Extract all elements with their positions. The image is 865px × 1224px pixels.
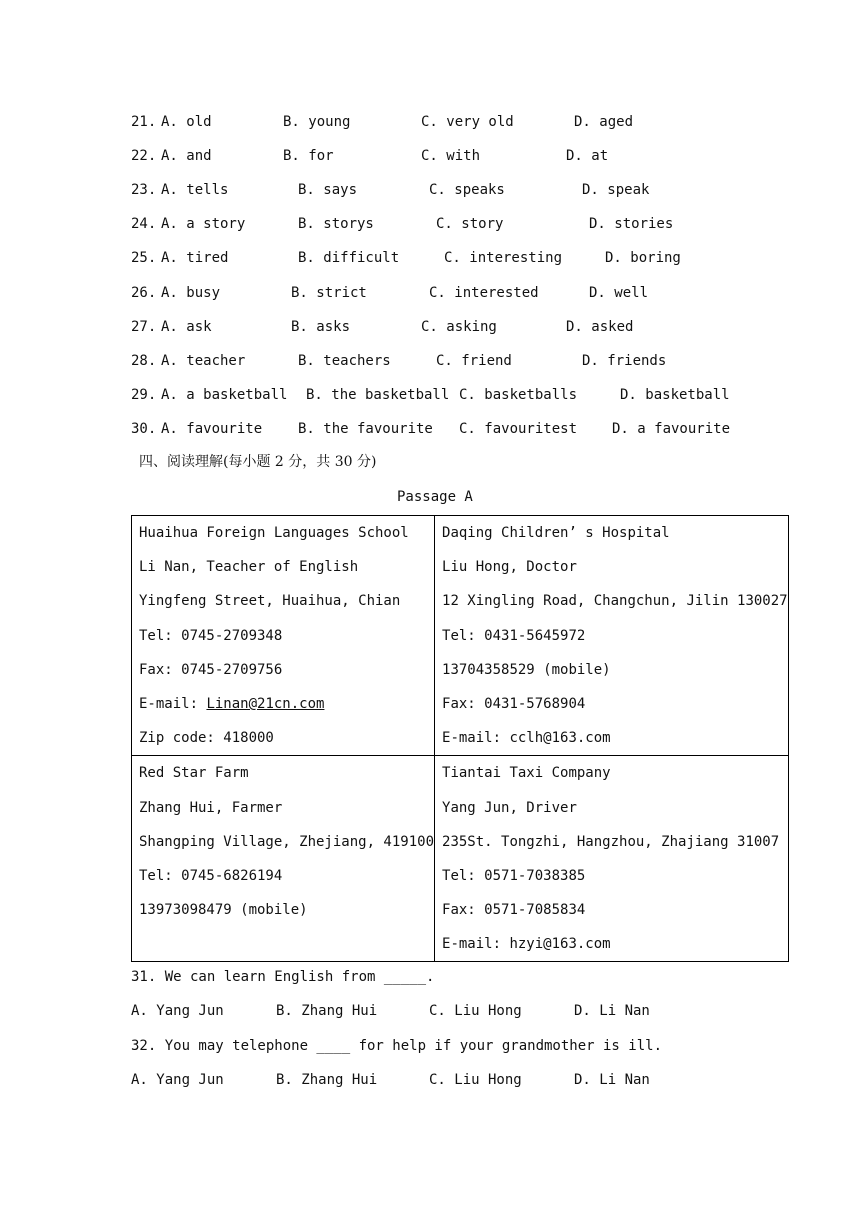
option-b: B. teachers [298,353,391,369]
option-c: C. asking [421,319,497,335]
option-c: C. friend [436,353,512,369]
card-line: Liu Hong, Doctor [442,559,577,576]
card-line: 235St. Tongzhi, Hangzhou, Zhajiang 31007 [442,833,780,850]
email-label: E-mail: [139,695,207,712]
option-a: A. a story [161,216,246,232]
option-a: A. tired [161,250,229,266]
card-line: 13704358529 (mobile) [442,661,611,678]
option-c: C. interesting [444,250,563,266]
card-line: Zhang Hui, Farmer [139,799,283,816]
option-a: A. Yang Jun [131,1003,224,1019]
card-line: Li Nan, Teacher of English [139,559,359,576]
option-b: B. asks [291,319,351,335]
card-line: Red Star Farm [139,765,249,782]
card-line: Tiantai Taxi Company [442,765,611,782]
option-c: C. favouritest [459,421,578,437]
question-number: 22. [131,148,157,164]
card-email-line [132,687,434,721]
question-number: 27. [131,319,157,335]
option-b: B. storys [298,216,374,232]
option-a: A. busy [161,285,221,301]
option-a: A. teacher [161,353,246,369]
option-d: D. asked [566,319,634,335]
option-a: A. tells [161,182,229,198]
card-line: Yang Jun, Driver [442,799,577,816]
option-d: D. a favourite [612,421,731,437]
card-school [132,516,435,756]
option-b: B. difficult [298,250,400,266]
card-line: Yingfeng Street, Huaihua, Chian [139,593,401,610]
business-card-table [131,515,789,962]
question-stem: 31. We can learn English from _____. [131,969,435,985]
option-a: A. ask [161,319,212,335]
card-line: E-mail: cclh@163.com [442,730,611,747]
card-line: 12 Xingling Road, Changchun, Jilin 130027 [442,593,788,610]
option-d: D. stories [589,216,674,232]
option-a: A. old [161,114,212,130]
card-line: Tel: 0571-7038385 [442,867,586,884]
option-c: C. basketballs [459,387,578,403]
card-line: E-mail: hzyi@163.com [442,936,611,953]
option-a: A. favourite [161,421,263,437]
card-hospital [435,516,789,756]
card-line: Huaihua Foreign Languages School [139,525,409,541]
option-b: B. the basketball [306,387,450,403]
question-number: 23. [131,182,157,198]
email-link[interactable]: Linan@21cn.com [206,695,325,712]
question-number: 21. [131,114,157,130]
question-number: 28. [131,353,157,369]
card-line: Tel: 0745-2709348 [139,627,283,644]
option-d: D. Li Nan [574,1003,650,1019]
card-line: Tel: 0431-5645972 [442,627,586,644]
option-d: D. basketball [620,387,730,403]
option-b: B. for [283,148,334,164]
option-a: A. Yang Jun [131,1072,224,1088]
card-line: Shangping Village, Zhejiang, 419100 [139,833,435,850]
question-number: 29. [131,387,157,403]
option-a: A. a basketball [161,387,288,403]
option-c: C. very old [421,114,514,130]
card-line: Fax: 0571-7085834 [442,902,586,919]
card-taxi [435,756,789,962]
card-line: Zip code: 418000 [139,730,274,747]
option-b: B. says [298,182,358,198]
option-b: B. Zhang Hui [276,1072,378,1088]
option-d: D. at [566,148,609,164]
option-d: D. boring [605,250,681,266]
question-number: 25. [131,250,157,266]
option-c: C. Liu Hong [429,1003,522,1019]
section-heading: 四、阅读理解(每小题 2 分，共 30 分) [139,454,377,470]
option-b: B. Zhang Hui [276,1003,378,1019]
card-line: Daqing Children’ s Hospital [442,525,670,541]
option-b: B. the favourite [298,421,433,437]
question-number: 26. [131,285,157,301]
question-stem: 32. You may telephone ____ for help if your grandmother is ill. [131,1038,663,1054]
option-c: C. speaks [429,182,505,198]
card-line: 13973098479 (mobile) [139,902,308,919]
option-d: D. friends [582,353,667,369]
question-number: 30. [131,421,157,437]
option-a: A. and [161,148,212,164]
option-b: B. strict [291,285,367,301]
option-b: B. young [283,114,351,130]
option-d: D. well [589,285,649,301]
option-c: C. interested [429,285,539,301]
card-line: Fax: 0745-2709756 [139,661,283,678]
option-c: C. with [421,148,481,164]
option-d: D. Li Nan [574,1072,650,1088]
card-line: Fax: 0431-5768904 [442,695,586,712]
passage-title: Passage A [397,489,473,505]
card-line: Tel: 0745-6826194 [139,867,283,884]
option-d: D. aged [574,114,634,130]
option-c: C. story [436,216,504,232]
card-farm [132,756,435,962]
question-number: 24. [131,216,157,232]
card-line-empty [132,927,434,961]
option-d: D. speak [582,182,650,198]
option-c: C. Liu Hong [429,1072,522,1088]
